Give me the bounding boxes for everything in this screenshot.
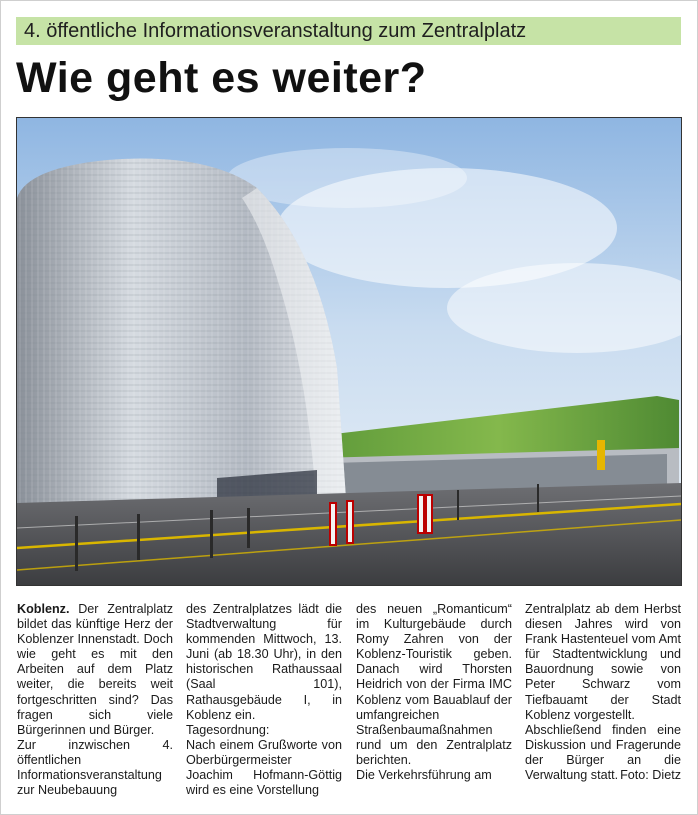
article-headline: Wie geht es weiter? [16, 54, 427, 102]
dateline: Koblenz. [17, 602, 70, 616]
article-paragraph: Zentralplatz ab dem Herbst diesen Jahres wird von Frank Hastenteuel vom Amt für Stadtentwicklung und Bauordnung sowie von Peter Schwarz vom Tiefbauamt der Stadt Koblenz vorgestellt. [525, 602, 681, 722]
article-paragraph: des neuen „Romanticum“ im Kulturgebäude durch Romy Zahren von der Koblenz-Touristik geben. Danach wird Thorsten Heidrich von der Firma IMC Koblenz vom Bauablauf der umfangreichen Straßenbaumaßnahmen rund um den Zentralplatz berichten. [356, 602, 512, 767]
article-column-2 [186, 602, 342, 802]
article-paragraph [17, 602, 173, 738]
article-kicker: 4. öffentliche Informationsveranstaltung zum Zentralplatz [16, 17, 681, 45]
article-paragraph [525, 723, 681, 783]
article-paragraph: des Zentralplatzes lädt die Stadtverwaltung für kommenden Mittwoch, 13. Juni (ab 18.30 Uhr), in den historischen Rathaussaal (Saal 101), Rathausgebäude I, in Koblenz ein. [186, 602, 342, 722]
zentralplatz-photo-illustration [17, 118, 681, 585]
paragraph-text: Der Zentralplatz bildet das künftige Herz der Koblenzer Innenstadt. Doch wie geht es mit den Arbeiten auf dem Platz weiter, die bereits weit fortgeschritten sind? Das fragen sich viele Bürgerinnen und Bürger. [17, 602, 173, 737]
article-paragraph: Die Verkehrsführung am [356, 768, 492, 783]
article-column-4 [525, 602, 681, 802]
article-paragraph: Nach einem Grußworte von Oberbürgermeister Joachim Hofmann-Göttig wird es eine Vorstellung [186, 737, 342, 798]
article-column-1 [17, 602, 173, 802]
article-paragraph: Zur inzwischen 4. öffentlichen Informationsveranstaltung zur Neubebauung [17, 737, 173, 798]
article-photo [16, 117, 682, 586]
paragraph-text: Abschließend finden eine Diskussion und Fragerunde der Bürger an die Verwaltung statt. [525, 722, 681, 783]
article-column-3 [356, 602, 512, 802]
photo-credit: Foto: Dietz [620, 768, 681, 783]
agenda-heading: Tagesordnung: [186, 722, 270, 737]
